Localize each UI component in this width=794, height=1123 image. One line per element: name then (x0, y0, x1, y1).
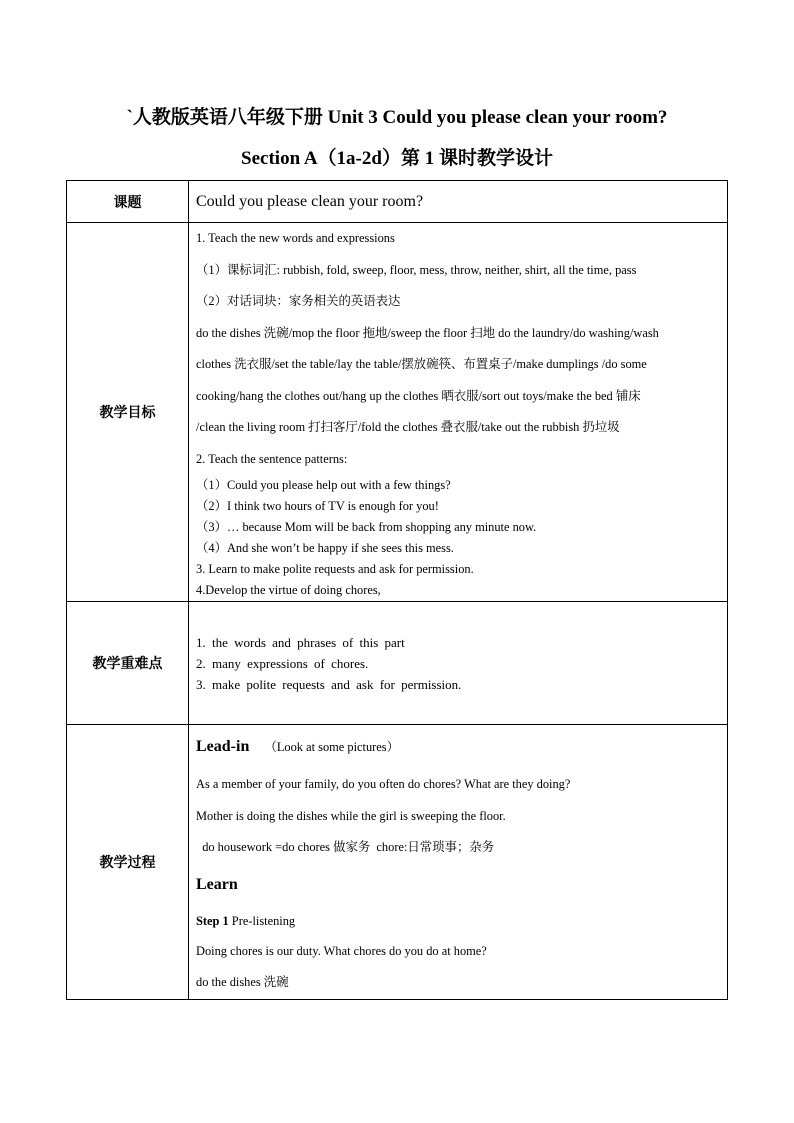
label-process: 教学过程 (67, 725, 189, 1000)
key-points-content (189, 602, 728, 725)
learn-line: Doing chores is our duty. What chores do you do at home? (196, 943, 487, 958)
leadin-line: Mother is doing the dishes while the girl is sweeping the floor. (196, 808, 506, 823)
sentence-pattern: （3）… because Mom will be back from shopping any minute now. (196, 520, 537, 534)
objective-line: cooking/hang the clothes out/hang up the clothes 晒衣服/sort out toys/make the bed 铺床 (196, 388, 641, 403)
row-key-points (67, 602, 728, 725)
lesson-plan-table (66, 180, 728, 1000)
document-subtitle: Section A（1a-2d）第 1 课时教学设计 (241, 148, 553, 169)
objective-line: 3. Learn to make polite requests and ask for permission. (196, 562, 474, 576)
objective-line: （1）课标词汇: rubbish, fold, sweep, floor, mess, throw, neither, shirt, all the time, pass (196, 262, 637, 277)
objective-line: clothes 洗衣服/set the table/lay the table/摆放碗筷、布置桌子/make dumplings /do some (196, 357, 647, 371)
row-objectives (67, 223, 728, 602)
learn-line: do the dishes 洗碗 (196, 975, 289, 989)
leadin-line: As a member of your family, do you often do chores? What are they doing? (196, 777, 571, 791)
step-label: Step 1 (196, 913, 229, 928)
leadin-line: do housework =do chores 做家务 chore:日常琐事；杂务 (196, 840, 495, 854)
learn-heading: Learn (196, 875, 238, 893)
label-topic: 课题 (67, 181, 189, 223)
leadin-header (196, 725, 721, 769)
objective-line: （2）对话词块：家务相关的英语表达 (196, 294, 401, 308)
leadin-note: （Look at some pictures） (264, 740, 400, 754)
label-key-points: 教学重难点 (67, 602, 189, 725)
row-process (67, 725, 728, 1000)
process-content (189, 725, 728, 1000)
objective-line: do the dishes 洗碗/mop the floor 拖地/sweep the floor 扫地 do the laundry/do washing/wash (196, 325, 659, 340)
key-point-line: 1. the words and phrases of this part (196, 635, 405, 650)
label-objectives: 教学目标 (67, 223, 189, 602)
step-text: Pre-listening (228, 913, 296, 928)
sentence-pattern: （1）Could you please help out with a few things? (196, 478, 451, 492)
key-point-line: 3. make polite requests and ask for permission. (196, 677, 462, 692)
row-topic (67, 181, 728, 223)
topic-value: Could you please clean your room? (189, 181, 728, 223)
objectives-content (189, 223, 728, 602)
step-line (196, 906, 721, 936)
key-point-line: 2. many expressions of chores. (196, 656, 369, 671)
sentence-pattern: （4）And she won’t be happy if she sees this mess. (196, 541, 454, 555)
objective-line: 1. Teach the new words and expressions (196, 231, 395, 245)
leadin-heading: Lead-in (196, 738, 250, 755)
objective-line: 2. Teach the sentence patterns: (196, 451, 348, 466)
document-title: `人教版英语八年级下册 Unit 3 Could you please clean your room? (126, 107, 668, 128)
objective-line: /clean the living room 打扫客厅/fold the clothes 叠衣服/take out the rubbish 扔垃圾 (196, 420, 620, 434)
sentence-pattern: （2）I think two hours of TV is enough for you! (196, 499, 439, 513)
objective-line: 4.Develop the virtue of doing chores, (196, 583, 381, 597)
